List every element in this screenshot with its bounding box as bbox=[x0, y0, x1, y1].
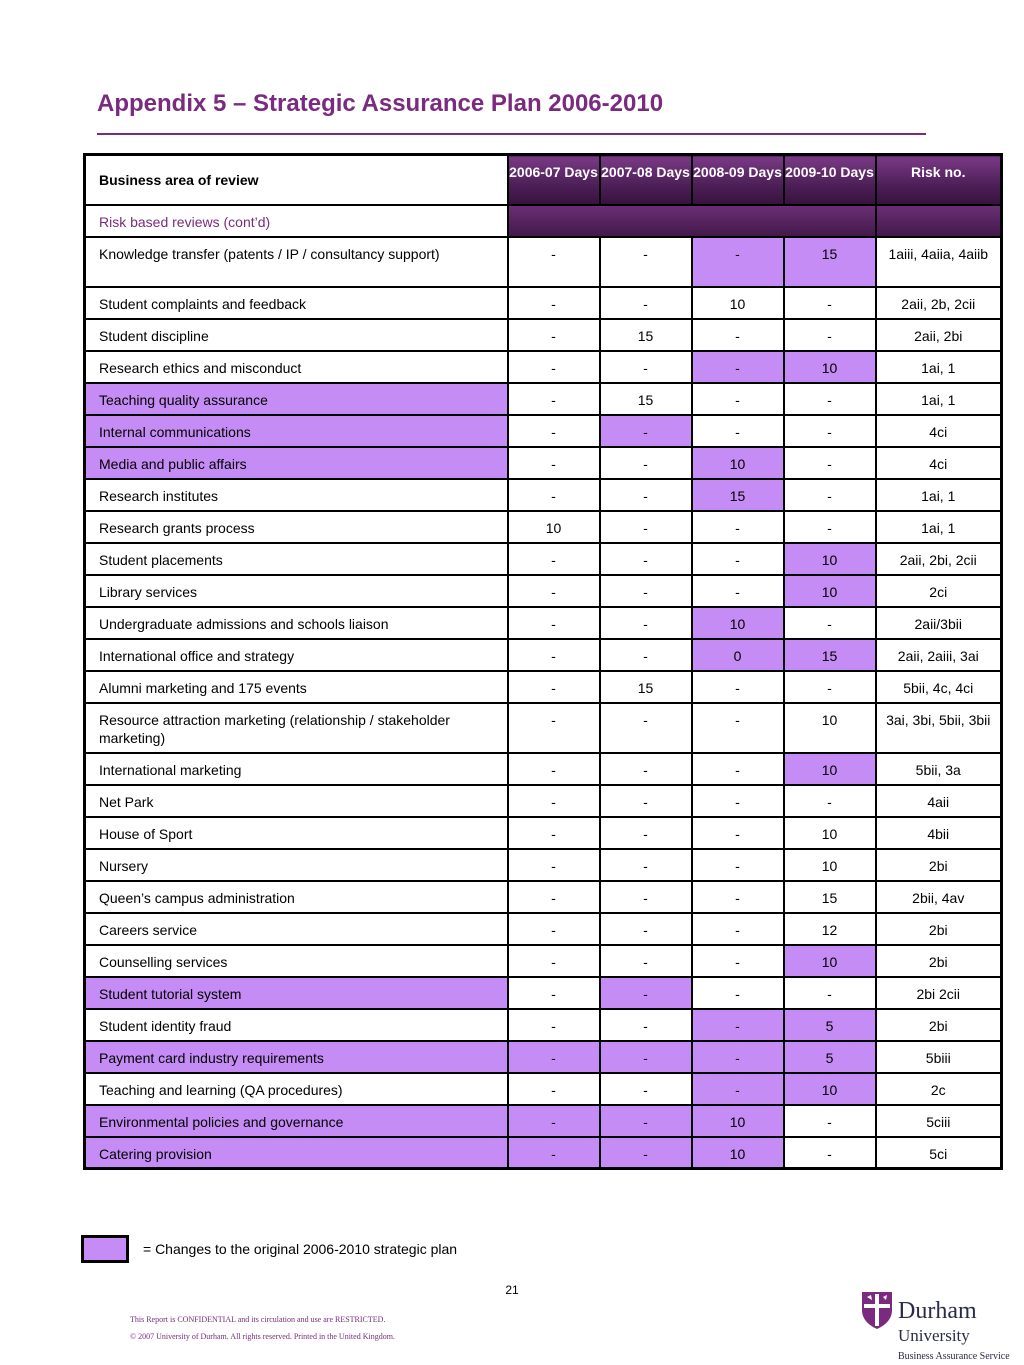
section-dark-band bbox=[508, 205, 876, 237]
cell-risk-no: 1ai, 1 bbox=[876, 511, 1002, 543]
cell-days: - bbox=[508, 1073, 600, 1105]
cell-business-area: Environmental policies and governance bbox=[85, 1105, 508, 1137]
cell-days: - bbox=[508, 479, 600, 511]
cell-business-area: Media and public affairs bbox=[85, 447, 508, 479]
cell-days: - bbox=[508, 543, 600, 575]
cell-days: - bbox=[784, 1105, 876, 1137]
cell-days: 5 bbox=[784, 1041, 876, 1073]
copyright-notice: © 2007 University of Durham. All rights reserved. Printed in the United Kingdom. bbox=[130, 1332, 395, 1341]
cell-business-area: Teaching and learning (QA procedures) bbox=[85, 1073, 508, 1105]
cell-days: - bbox=[692, 703, 784, 753]
cell-business-area: Catering provision bbox=[85, 1137, 508, 1169]
cell-days: - bbox=[692, 383, 784, 415]
cell-days: - bbox=[784, 383, 876, 415]
cell-risk-no: 3ai, 3bi, 5bii, 3bii bbox=[876, 703, 1002, 753]
cell-business-area: Counselling services bbox=[85, 945, 508, 977]
cell-days: - bbox=[600, 1041, 692, 1073]
cell-business-area: Student placements bbox=[85, 543, 508, 575]
cell-days: - bbox=[692, 575, 784, 607]
cell-risk-no: 2bi bbox=[876, 945, 1002, 977]
cell-days: - bbox=[600, 753, 692, 785]
cell-business-area: Library services bbox=[85, 575, 508, 607]
cell-days: - bbox=[508, 447, 600, 479]
cell-days: - bbox=[692, 543, 784, 575]
cell-days: 10 bbox=[692, 607, 784, 639]
cell-business-area: Payment card industry requirements bbox=[85, 1041, 508, 1073]
cell-business-area: Alumni marketing and 175 events bbox=[85, 671, 508, 703]
cell-days: 5 bbox=[784, 1009, 876, 1041]
cell-days: - bbox=[508, 415, 600, 447]
table-row bbox=[85, 1009, 1002, 1041]
cell-business-area: Knowledge transfer (patents / IP / consultancy support) bbox=[85, 237, 508, 287]
cell-days: - bbox=[508, 319, 600, 351]
cell-days: 15 bbox=[784, 237, 876, 287]
cell-days: - bbox=[508, 607, 600, 639]
page-number: 21 bbox=[505, 1283, 519, 1297]
table-row bbox=[85, 1137, 1002, 1169]
cell-days: - bbox=[692, 945, 784, 977]
cell-days: - bbox=[600, 575, 692, 607]
table-row bbox=[85, 237, 1002, 287]
cell-risk-no: 1ai, 1 bbox=[876, 479, 1002, 511]
cell-days: 10 bbox=[784, 575, 876, 607]
cell-risk-no: 2aii/3bii bbox=[876, 607, 1002, 639]
cell-days: 10 bbox=[784, 703, 876, 753]
cell-business-area: Queen’s campus administration bbox=[85, 881, 508, 913]
logo-department: Business Assurance Service bbox=[898, 1351, 1010, 1362]
cell-business-area: Research ethics and misconduct bbox=[85, 351, 508, 383]
cell-days: - bbox=[508, 671, 600, 703]
cell-days: - bbox=[508, 977, 600, 1009]
cell-days: - bbox=[508, 817, 600, 849]
cell-risk-no: 2aii, 2bi bbox=[876, 319, 1002, 351]
cell-risk-no: 2ci bbox=[876, 575, 1002, 607]
cell-days: - bbox=[692, 849, 784, 881]
cell-risk-no: 2aii, 2bi, 2cii bbox=[876, 543, 1002, 575]
cell-days: - bbox=[508, 1105, 600, 1137]
cell-business-area: Undergraduate admissions and schools liaison bbox=[85, 607, 508, 639]
cell-business-area: Resource attraction marketing (relationship / stakeholder marketing) bbox=[85, 703, 508, 753]
cell-days: - bbox=[600, 607, 692, 639]
cell-days: 12 bbox=[784, 913, 876, 945]
logo-sub: University bbox=[898, 1326, 970, 1345]
table-row bbox=[85, 351, 1002, 383]
table-row bbox=[85, 977, 1002, 1009]
cell-days: - bbox=[600, 849, 692, 881]
header-2009-10: 2009-10 Days bbox=[784, 155, 876, 205]
legend-text: = Changes to the original 2006-2010 strategic plan bbox=[143, 1241, 458, 1257]
table-row bbox=[85, 319, 1002, 351]
cell-days: - bbox=[508, 881, 600, 913]
cell-days: - bbox=[600, 1073, 692, 1105]
table-row bbox=[85, 575, 1002, 607]
cell-risk-no: 2aii, 2aiii, 3ai bbox=[876, 639, 1002, 671]
cell-days: - bbox=[692, 237, 784, 287]
section-dark-band-risk bbox=[876, 205, 1002, 237]
table-row bbox=[85, 881, 1002, 913]
table-row bbox=[85, 671, 1002, 703]
cell-days: 10 bbox=[692, 1137, 784, 1169]
cell-days: - bbox=[508, 1009, 600, 1041]
cell-risk-no: 2aii, 2b, 2cii bbox=[876, 287, 1002, 319]
cell-days: 15 bbox=[784, 639, 876, 671]
cell-days: - bbox=[784, 287, 876, 319]
cell-business-area: Student complaints and feedback bbox=[85, 287, 508, 319]
table-row bbox=[85, 1041, 1002, 1073]
cell-business-area: Internal communications bbox=[85, 415, 508, 447]
cell-days: - bbox=[508, 785, 600, 817]
cell-business-area: Student identity fraud bbox=[85, 1009, 508, 1041]
cell-days: 10 bbox=[784, 1073, 876, 1105]
cell-days: - bbox=[692, 511, 784, 543]
table-row bbox=[85, 1073, 1002, 1105]
cell-days: - bbox=[600, 977, 692, 1009]
table-row bbox=[85, 511, 1002, 543]
durham-crest-icon bbox=[860, 1290, 894, 1330]
cell-days: - bbox=[692, 1009, 784, 1041]
logo-name: Durham bbox=[898, 1298, 977, 1324]
header-risk-no: Risk no. bbox=[876, 155, 1002, 205]
cell-days: - bbox=[692, 817, 784, 849]
table-row bbox=[85, 1105, 1002, 1137]
cell-days: 10 bbox=[784, 945, 876, 977]
cell-days: - bbox=[508, 287, 600, 319]
cell-days: 15 bbox=[600, 319, 692, 351]
cell-days: - bbox=[600, 703, 692, 753]
cell-days: 10 bbox=[784, 753, 876, 785]
cell-risk-no: 4bii bbox=[876, 817, 1002, 849]
cell-risk-no: 4ci bbox=[876, 415, 1002, 447]
cell-days: - bbox=[784, 415, 876, 447]
cell-days: - bbox=[508, 703, 600, 753]
cell-days: - bbox=[692, 351, 784, 383]
cell-days: - bbox=[508, 849, 600, 881]
cell-days: - bbox=[692, 319, 784, 351]
cell-days: - bbox=[600, 1137, 692, 1169]
cell-days: - bbox=[784, 1137, 876, 1169]
cell-risk-no: 2bi 2cii bbox=[876, 977, 1002, 1009]
header-2007-08: 2007-08 Days bbox=[600, 155, 692, 205]
cell-business-area: Nursery bbox=[85, 849, 508, 881]
cell-business-area: Student tutorial system bbox=[85, 977, 508, 1009]
cell-days: 15 bbox=[784, 881, 876, 913]
cell-days: - bbox=[784, 785, 876, 817]
table-row bbox=[85, 849, 1002, 881]
cell-business-area: Net Park bbox=[85, 785, 508, 817]
cell-risk-no: 5biii bbox=[876, 1041, 1002, 1073]
section-row bbox=[85, 205, 1002, 237]
cell-days: - bbox=[784, 479, 876, 511]
cell-days: - bbox=[600, 511, 692, 543]
table-row bbox=[85, 945, 1002, 977]
cell-risk-no: 5ci bbox=[876, 1137, 1002, 1169]
cell-business-area: International office and strategy bbox=[85, 639, 508, 671]
cell-days: - bbox=[600, 543, 692, 575]
cell-days: - bbox=[692, 671, 784, 703]
table-row bbox=[85, 607, 1002, 639]
cell-business-area: Teaching quality assurance bbox=[85, 383, 508, 415]
cell-days: - bbox=[508, 383, 600, 415]
cell-days: - bbox=[600, 1009, 692, 1041]
cell-days: - bbox=[692, 1073, 784, 1105]
cell-risk-no: 2bii, 4av bbox=[876, 881, 1002, 913]
cell-days: - bbox=[600, 237, 692, 287]
cell-days: 10 bbox=[784, 351, 876, 383]
cell-days: - bbox=[508, 639, 600, 671]
cell-days: - bbox=[508, 913, 600, 945]
cell-days: - bbox=[600, 479, 692, 511]
cell-days: - bbox=[784, 511, 876, 543]
table-row bbox=[85, 703, 1002, 753]
cell-risk-no: 2bi bbox=[876, 1009, 1002, 1041]
cell-days: - bbox=[692, 753, 784, 785]
cell-days: - bbox=[600, 415, 692, 447]
strategic-assurance-table bbox=[83, 153, 1003, 1170]
cell-days: - bbox=[784, 447, 876, 479]
cell-days: - bbox=[784, 607, 876, 639]
cell-risk-no: 1ai, 1 bbox=[876, 351, 1002, 383]
cell-days: 15 bbox=[692, 479, 784, 511]
cell-days: - bbox=[600, 351, 692, 383]
cell-business-area: House of Sport bbox=[85, 817, 508, 849]
cell-days: 15 bbox=[600, 383, 692, 415]
cell-business-area: Careers service bbox=[85, 913, 508, 945]
cell-days: - bbox=[508, 1137, 600, 1169]
cell-risk-no: 5bii, 3a bbox=[876, 753, 1002, 785]
cell-days: - bbox=[600, 817, 692, 849]
cell-business-area: Research institutes bbox=[85, 479, 508, 511]
header-2008-09: 2008-09 Days bbox=[692, 155, 784, 205]
cell-days: - bbox=[600, 945, 692, 977]
cell-days: - bbox=[600, 785, 692, 817]
cell-days: - bbox=[508, 1041, 600, 1073]
table-row bbox=[85, 817, 1002, 849]
cell-days: 15 bbox=[600, 671, 692, 703]
cell-days: - bbox=[600, 881, 692, 913]
header-business-area: Business area of review bbox=[85, 155, 508, 205]
table-row bbox=[85, 479, 1002, 511]
cell-days: - bbox=[784, 319, 876, 351]
table-row bbox=[85, 543, 1002, 575]
cell-days: - bbox=[508, 945, 600, 977]
table-row bbox=[85, 383, 1002, 415]
table-header-row bbox=[85, 155, 1002, 205]
cell-days: - bbox=[600, 287, 692, 319]
cell-days: - bbox=[692, 977, 784, 1009]
table-row bbox=[85, 785, 1002, 817]
cell-days: - bbox=[692, 913, 784, 945]
cell-days: - bbox=[600, 1105, 692, 1137]
cell-days: - bbox=[784, 671, 876, 703]
cell-days: - bbox=[508, 237, 600, 287]
cell-days: - bbox=[600, 447, 692, 479]
cell-days: 10 bbox=[692, 287, 784, 319]
cell-risk-no: 1aiii, 4aiia, 4aiib bbox=[876, 237, 1002, 287]
confidential-notice: This Report is CONFIDENTIAL and its circulation and use are RESTRICTED. bbox=[130, 1315, 386, 1324]
cell-business-area: Research grants process bbox=[85, 511, 508, 543]
table-row bbox=[85, 753, 1002, 785]
cell-business-area: International marketing bbox=[85, 753, 508, 785]
header-2006-07: 2006-07 Days bbox=[508, 155, 600, 205]
cell-days: - bbox=[508, 351, 600, 383]
table-row bbox=[85, 447, 1002, 479]
cell-days: 10 bbox=[784, 849, 876, 881]
table-row bbox=[85, 415, 1002, 447]
cell-days: - bbox=[692, 1041, 784, 1073]
cell-risk-no: 5bii, 4c, 4ci bbox=[876, 671, 1002, 703]
cell-days: - bbox=[600, 913, 692, 945]
cell-days: 10 bbox=[508, 511, 600, 543]
cell-business-area: Student discipline bbox=[85, 319, 508, 351]
cell-days: 10 bbox=[784, 543, 876, 575]
cell-risk-no: 4aii bbox=[876, 785, 1002, 817]
cell-days: - bbox=[508, 575, 600, 607]
cell-risk-no: 2c bbox=[876, 1073, 1002, 1105]
section-label: Risk based reviews (cont’d) bbox=[85, 205, 508, 237]
cell-risk-no: 2bi bbox=[876, 913, 1002, 945]
cell-risk-no: 4ci bbox=[876, 447, 1002, 479]
cell-days: - bbox=[692, 415, 784, 447]
table-row bbox=[85, 913, 1002, 945]
cell-days: - bbox=[784, 977, 876, 1009]
cell-risk-no: 5ciii bbox=[876, 1105, 1002, 1137]
page-title: Appendix 5 – Strategic Assurance Plan 2006-2010 bbox=[97, 90, 664, 117]
title-divider bbox=[97, 133, 926, 135]
cell-risk-no: 1ai, 1 bbox=[876, 383, 1002, 415]
cell-days: - bbox=[600, 639, 692, 671]
cell-days: 0 bbox=[692, 639, 784, 671]
table-row bbox=[85, 287, 1002, 319]
cell-days: - bbox=[692, 881, 784, 913]
cell-days: 10 bbox=[692, 447, 784, 479]
cell-days: - bbox=[692, 785, 784, 817]
legend-swatch bbox=[81, 1235, 129, 1263]
table-row bbox=[85, 639, 1002, 671]
cell-days: 10 bbox=[784, 817, 876, 849]
cell-days: - bbox=[508, 753, 600, 785]
cell-days: 10 bbox=[692, 1105, 784, 1137]
cell-risk-no: 2bi bbox=[876, 849, 1002, 881]
